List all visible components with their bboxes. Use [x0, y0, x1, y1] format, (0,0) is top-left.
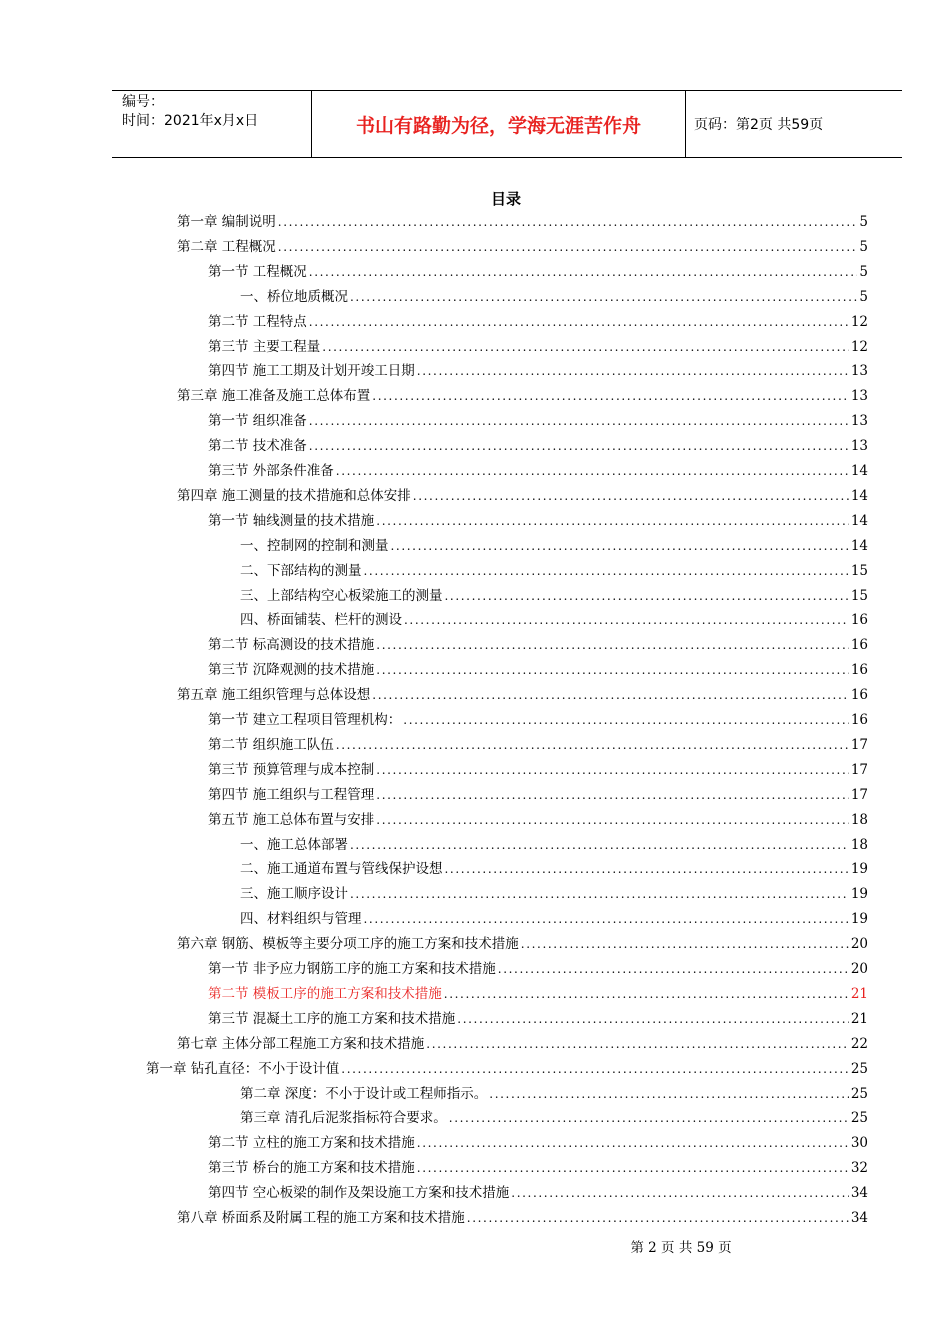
page-header: [112, 90, 902, 158]
toc-entry-page: 5: [859, 263, 868, 280]
toc-entry-page: 13: [850, 388, 868, 405]
toc-entry-title: 第二节 立柱的施工方案和技术措施: [208, 1135, 415, 1152]
toc-dot-leader: [489, 1082, 849, 1107]
toc-dot-leader: [444, 982, 849, 1007]
toc-entry[interactable]: [208, 708, 868, 733]
toc-entry-page: 16: [850, 712, 868, 728]
toc-entry[interactable]: [208, 783, 868, 808]
toc-dot-leader: [376, 758, 849, 783]
toc-entry-title: 第三章 清孔后泥浆指标符合要求。: [240, 1110, 447, 1127]
toc-entry-title: 第一章 钻孔直径：不小于设计值: [146, 1060, 340, 1077]
toc-entry[interactable]: [208, 808, 868, 833]
toc-entry-title: 四、桥面铺装、栏杆的测设: [240, 612, 402, 629]
toc-entry[interactable]: [240, 907, 868, 932]
toc-entry-title: 一、施工总体部署: [240, 836, 348, 853]
toc-entry-title: 第二节 组织施工队伍: [208, 736, 334, 753]
toc-entry-title: 第二节 工程特点: [208, 313, 307, 330]
toc-entry-title: 三、上部结构空心板梁施工的测量: [240, 587, 443, 604]
toc-dot-leader: [350, 882, 849, 907]
toc-entry-title: 四、材料组织与管理: [240, 911, 362, 928]
toc-dot-leader: [391, 534, 849, 559]
toc-entry-title: 第一章 编制说明: [177, 214, 276, 230]
toc-dot-leader: [350, 285, 857, 310]
toc-entry-title: 第二节 标高测设的技术措施: [208, 637, 375, 654]
toc-entry[interactable]: [240, 584, 868, 609]
toc-entry-page: 14: [850, 537, 868, 554]
toc-entry-page: 12: [850, 338, 868, 355]
toc-dot-leader: [403, 708, 849, 733]
toc-entry-page: 21: [850, 1010, 868, 1027]
toc-entry-page: 25: [850, 1110, 868, 1127]
document-date: 时间：2021年x月x日: [122, 113, 259, 129]
toc-entry-title: 第三节 沉降观测的技术措施: [208, 662, 375, 679]
toc-entry-page: 16: [850, 612, 868, 629]
toc-entry[interactable]: [208, 758, 868, 783]
toc-entry-title: 第三节 混凝土工序的施工方案和技术措施: [208, 1010, 456, 1027]
toc-entry[interactable]: [177, 235, 868, 260]
toc-entry[interactable]: [208, 633, 868, 658]
toc-entry[interactable]: [208, 260, 868, 285]
toc-entry-title: 第二节 模板工序的施工方案和技术措施: [208, 985, 442, 1002]
toc-entry[interactable]: [240, 1106, 868, 1131]
toc-entry-title: 第一节 建立工程项目管理机构：: [208, 712, 402, 728]
toc-entry-title: 第八章 桥面系及附属工程的施工方案和技术措施: [177, 1210, 465, 1226]
toc-entry[interactable]: [208, 310, 868, 335]
toc-dot-leader: [309, 409, 849, 434]
toc-entry-title: 第四节 施工组织与工程管理: [208, 786, 375, 803]
toc-entry-page: 34: [850, 1210, 868, 1226]
toc-dot-leader: [309, 260, 858, 285]
toc-entry-page: 17: [850, 786, 868, 803]
toc-entry[interactable]: [208, 1181, 868, 1206]
header-page-info: 页码：第2页 共59页: [694, 117, 824, 133]
toc-entry-title: 一、桥位地质概况: [240, 288, 348, 305]
toc-entry-page: 25: [850, 1085, 868, 1102]
toc-entry-page: 30: [850, 1135, 868, 1152]
toc-dot-leader: [364, 559, 849, 584]
toc-entry-page: 14: [850, 487, 868, 504]
toc-entry-page: 5: [859, 214, 868, 230]
toc-entry-title: 第一节 轴线测量的技术措施: [208, 512, 375, 529]
toc-entry-page: 16: [850, 637, 868, 654]
toc-entry[interactable]: [208, 733, 868, 758]
toc-entry[interactable]: [177, 210, 868, 235]
toc-dot-leader: [417, 359, 849, 384]
toc-entry[interactable]: [240, 882, 868, 907]
toc-dot-leader: [417, 1156, 849, 1181]
header-motto: 书山有路勤为径，学海无涯苦作舟: [312, 91, 686, 157]
toc-entry[interactable]: [177, 384, 868, 409]
toc-dot-leader: [336, 459, 849, 484]
toc-entry[interactable]: [208, 434, 868, 459]
toc-entry-title: 第二章 工程概况: [177, 238, 276, 255]
toc-entry[interactable]: [240, 559, 868, 584]
toc-entry[interactable]: [208, 1007, 868, 1032]
toc-entry[interactable]: [208, 335, 868, 360]
toc-entry-page: 20: [850, 961, 868, 977]
toc-entry[interactable]: [177, 484, 868, 509]
toc-entry-title: 二、施工通道布置与管线保护设想: [240, 861, 443, 878]
toc-dot-leader: [426, 1032, 849, 1057]
toc-entry-page: 25: [850, 1060, 868, 1077]
toc-entry-title: 第二章 深度：不小于设计或工程师指示。: [240, 1085, 488, 1102]
document-number-label: 编号：: [122, 94, 164, 110]
toc-dot-leader: [309, 434, 849, 459]
toc-entry-title: 第一节 组织准备: [208, 413, 307, 430]
toc-entry-title: 三、施工顺序设计: [240, 886, 348, 903]
toc-entry-title: 第六章 钢筋、模板等主要分项工序的施工方案和技术措施: [177, 936, 519, 953]
toc-dot-leader: [364, 907, 849, 932]
page-footer: 第 2 页 共 59 页: [630, 1240, 732, 1256]
toc-dot-leader: [376, 633, 849, 658]
toc-entry-page: 19: [850, 886, 868, 903]
toc-entry-page: 32: [850, 1160, 868, 1177]
toc-dot-leader: [511, 1181, 849, 1206]
toc-entry-page: 16: [850, 687, 868, 704]
toc-dot-leader: [498, 957, 849, 982]
toc-entry[interactable]: [208, 982, 868, 1007]
toc-entry[interactable]: [177, 1206, 868, 1231]
toc-dot-leader: [376, 658, 849, 683]
toc-dot-leader: [467, 1206, 849, 1231]
toc-entry-title: 第五节 施工总体布置与安排: [208, 811, 375, 828]
toc-entry-page: 19: [850, 861, 868, 878]
toc-entry-page: 12: [850, 313, 868, 330]
toc-entry[interactable]: [208, 957, 868, 982]
toc-entry[interactable]: [208, 509, 868, 534]
toc-entry-page: 34: [850, 1185, 868, 1202]
toc-dot-leader: [309, 310, 849, 335]
toc-entry-page: 21: [850, 985, 868, 1002]
toc-entry[interactable]: [208, 359, 868, 384]
toc-entry-title: 第四章 施工测量的技术措施和总体安排: [177, 487, 411, 504]
toc-entry-page: 17: [850, 761, 868, 778]
toc-entry-page: 18: [850, 811, 868, 828]
toc-entry-title: 第三节 主要工程量: [208, 338, 321, 355]
toc-dot-leader: [413, 484, 849, 509]
toc-entry-page: 13: [850, 438, 868, 455]
toc-entry-title: 第四节 空心板梁的制作及架设施工方案和技术措施: [208, 1185, 510, 1202]
toc-entry-title: 第三节 外部条件准备: [208, 463, 334, 479]
toc-entry[interactable]: [208, 459, 868, 484]
toc-entry-page: 13: [850, 363, 868, 380]
toc-entry[interactable]: [240, 608, 868, 633]
toc-entry[interactable]: [208, 1131, 868, 1156]
toc-entry-title: 第一节 工程概况: [208, 263, 307, 280]
toc-entry-title: 第三章 施工准备及施工总体布置: [177, 388, 371, 405]
toc-dot-leader: [521, 932, 849, 957]
toc-entry-page: 16: [850, 662, 868, 679]
toc-entry[interactable]: [177, 1032, 868, 1057]
toc-dot-leader: [417, 1131, 849, 1156]
toc-entry[interactable]: [146, 1057, 868, 1082]
toc-entry-page: 18: [850, 836, 868, 853]
toc-dot-leader: [404, 608, 849, 633]
toc-entry-title: 二、下部结构的测量: [240, 562, 362, 579]
toc-dot-leader: [376, 509, 849, 534]
toc-dot-leader: [457, 1007, 849, 1032]
toc-entry[interactable]: [240, 857, 868, 882]
toc-entry-title: 第五章 施工组织管理与总体设想: [177, 687, 371, 704]
toc-entry[interactable]: [208, 658, 868, 683]
toc-entry-title: 第四节 施工工期及计划开竣工日期: [208, 363, 415, 380]
toc-dot-leader: [376, 808, 849, 833]
toc-entry-title: 第三节 桥台的施工方案和技术措施: [208, 1160, 415, 1177]
toc-entry[interactable]: [208, 1156, 868, 1181]
toc-entry-page: 15: [850, 587, 868, 604]
toc-title: 目录: [490, 190, 521, 208]
toc-entry-page: 13: [850, 413, 868, 430]
toc-entry-page: 14: [850, 463, 868, 479]
toc-entry-title: 第一节 非予应力钢筋工序的施工方案和技术措施: [208, 961, 496, 977]
toc-dot-leader: [341, 1057, 849, 1082]
toc-dot-leader: [445, 857, 849, 882]
toc-entry-page: 14: [850, 512, 868, 529]
toc-entry-page: 17: [850, 736, 868, 753]
toc-entry-page: 5: [859, 238, 868, 255]
toc-dot-leader: [376, 783, 849, 808]
toc-dot-leader: [336, 733, 849, 758]
toc-entry[interactable]: [208, 409, 868, 434]
toc-entry-page: 20: [850, 936, 868, 953]
toc-dot-leader: [322, 335, 849, 360]
toc-dot-leader: [449, 1106, 849, 1131]
toc-entry[interactable]: [240, 285, 868, 310]
toc-entry[interactable]: [240, 1082, 868, 1107]
toc-entry[interactable]: [240, 534, 868, 559]
toc-entry-title: 第三节 预算管理与成本控制: [208, 761, 375, 778]
toc-entry-title: 第七章 主体分部工程施工方案和技术措施: [177, 1035, 425, 1052]
toc-dot-leader: [372, 384, 849, 409]
toc-entry[interactable]: [177, 932, 868, 957]
toc-entry-page: 22: [850, 1035, 868, 1052]
toc-dot-leader: [278, 210, 858, 235]
header-meta: [112, 91, 312, 157]
toc-dot-leader: [372, 683, 849, 708]
toc-entry[interactable]: [240, 833, 868, 858]
toc-entry-page: 15: [850, 562, 868, 579]
toc-entry-page: 5: [859, 288, 868, 305]
toc-entry-title: 一、控制网的控制和测量: [240, 537, 389, 554]
toc-dot-leader: [350, 833, 849, 858]
toc-entry-title: 第二节 技术准备: [208, 438, 307, 455]
toc-dot-leader: [445, 584, 849, 609]
toc-dot-leader: [278, 235, 858, 260]
toc-entry-page: 19: [850, 911, 868, 928]
toc-entry[interactable]: [177, 683, 868, 708]
